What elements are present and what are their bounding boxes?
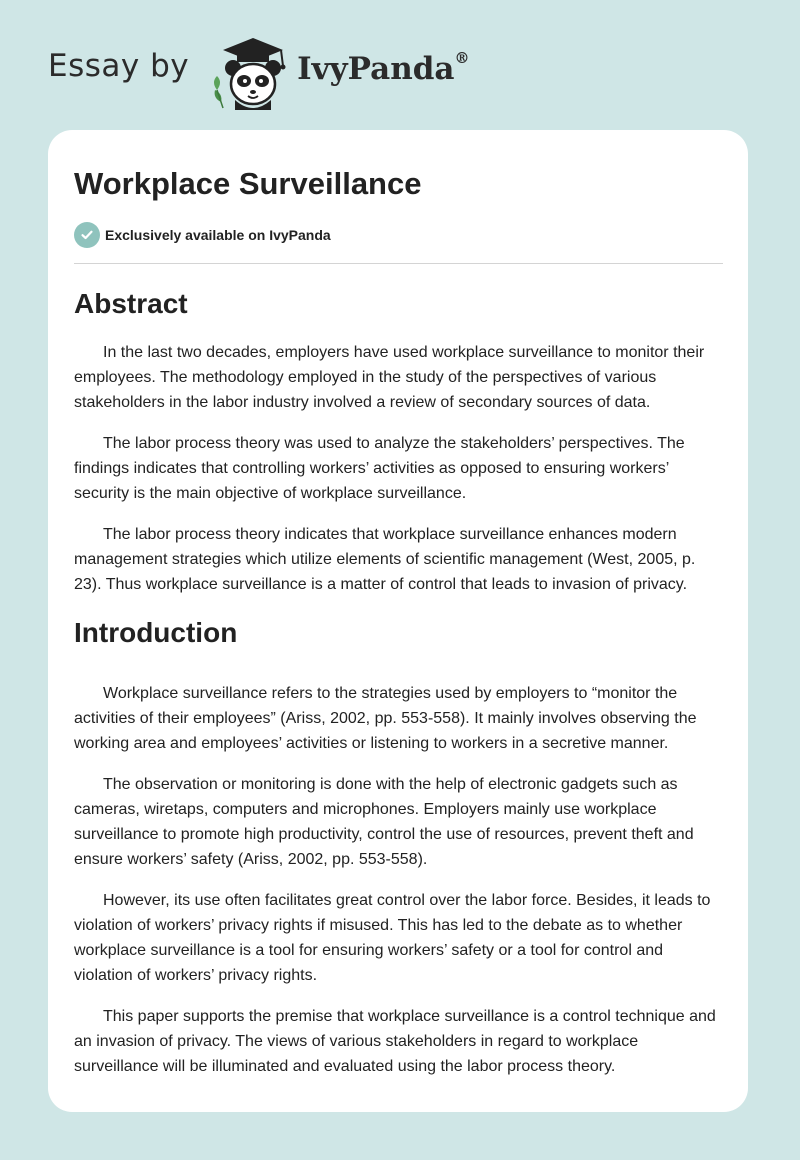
essay-card — [48, 130, 748, 1112]
paragraph: However, its use often facilitates great control over the labor force. Besides, it leads to violation of workers’ privacy rights if misused. This has led to the debate as to whether workplace surveillance is a tool for ensuring workers’ safety or a tool for control and violation of workers’ privacy rights. — [74, 892, 711, 984]
check-icon — [74, 222, 100, 248]
brand-name[interactable] — [297, 51, 469, 87]
abstract-body — [74, 340, 722, 597]
exclusive-badge — [74, 222, 722, 248]
section-abstract — [74, 286, 722, 597]
divider — [74, 263, 723, 264]
paragraph: The labor process theory indicates that workplace surveillance enhances modern management strategies which utilize elements of scientific management (West, 2005, p. 23). Thus workplace surveillance is a matter of control that leads to invasion of privacy. — [74, 526, 696, 593]
paragraph: The labor process theory was used to analyze the stakeholders’ perspectives. The findings indicates that controlling workers’ activities as opposed to ensuring workers’ security is the main objective of workplace surveillance. — [74, 435, 685, 502]
paragraph: In the last two decades, employers have used workplace surveillance to monitor their employees. The methodology employed in the study of the perspectives of various stakeholders in the labor industry involved a review of secondary sources of data. — [74, 344, 705, 411]
paragraph: Workplace surveillance refers to the strategies used by employers to “monitor the activities of their employees” (Ariss, 2002, pp. 553-558). It mainly involves observing the working area and employees’ activities or listening to workers in a secretive manner. — [74, 685, 697, 752]
page-title: Workplace Surveillance — [74, 166, 422, 201]
panda-logo-icon[interactable] — [203, 32, 295, 114]
introduction-body — [74, 681, 722, 1079]
site-header — [48, 28, 748, 118]
paragraph: This paper supports the premise that workplace surveillance is a control technique and an invasion of privacy. The views of various stakeholders in regard to workplace surveillance will be illuminated and evaluated using the labor process theory. — [74, 1008, 716, 1075]
registered-mark: ® — [454, 49, 470, 67]
section-introduction — [74, 615, 722, 1079]
section-heading-abstract: Abstract — [74, 288, 188, 319]
section-heading-introduction: Introduction — [74, 617, 238, 648]
paragraph: The observation or monitoring is done with the help of electronic gadgets such as cameras, wiretaps, computers and microphones. Employers mainly use workplace surveillance to promote high productivity, control the use of resources, prevent theft and ensure workers’ safety (Ariss, 2002, pp. 553-558). — [74, 776, 694, 868]
exclusive-label: Exclusively available on IvyPanda — [105, 227, 331, 243]
essay-by-label: Essay by — [48, 48, 190, 84]
brand-text[interactable]: IvyPanda — [297, 51, 455, 87]
